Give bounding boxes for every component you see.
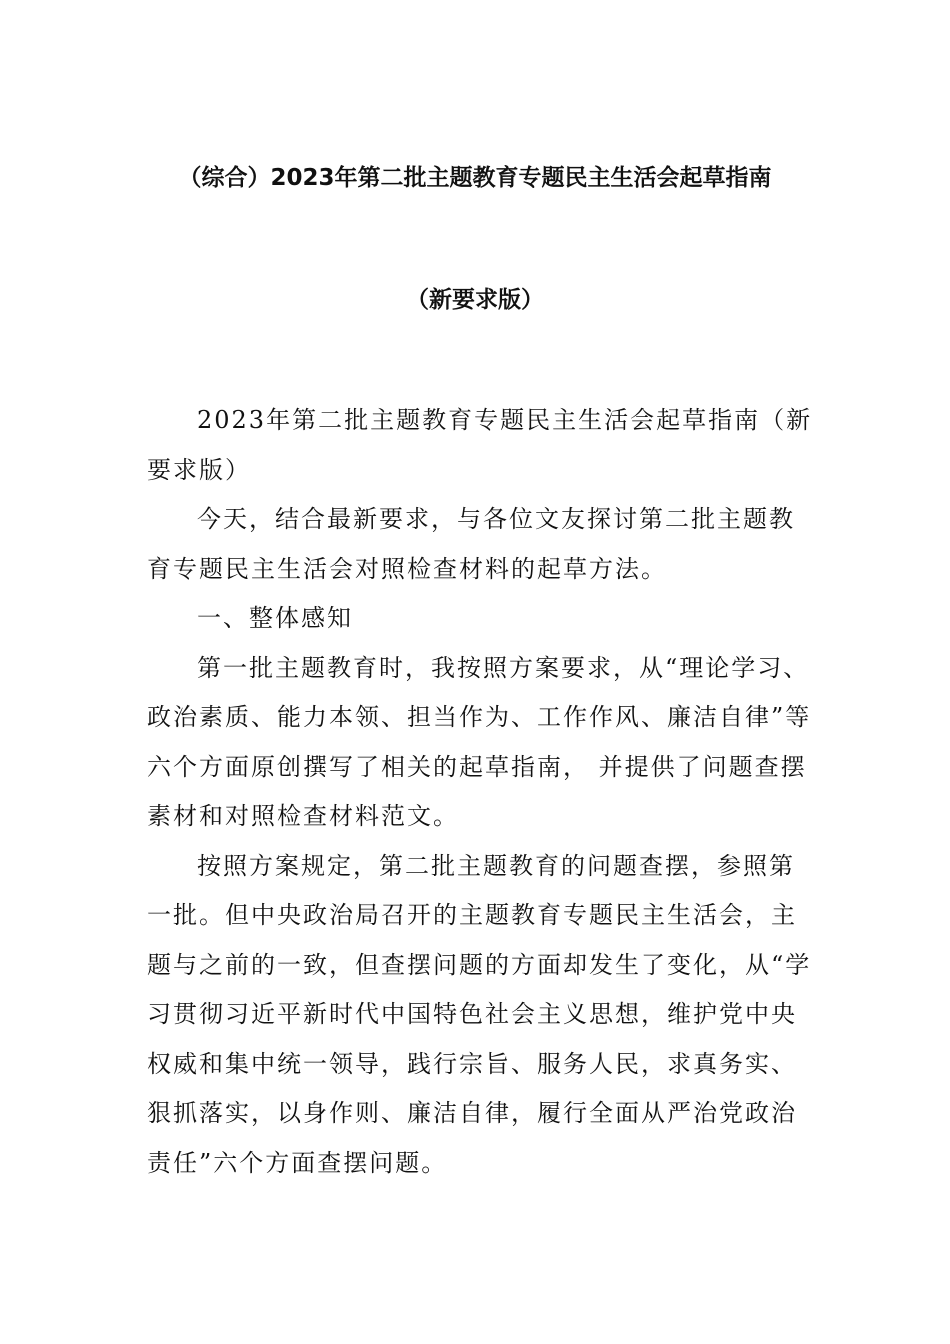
document-body bbox=[147, 396, 813, 1188]
document-subtitle: （新要求版） bbox=[406, 287, 544, 313]
paragraph-first-batch: 第一批主题教育时，我按照方案要求，从“理论学习、政治素质、能力本领、担当作为、工作作风、廉洁自律”等六个方面原创撰写了相关的起草指南， 并提供了问题查摆素材和对照检查材料范文。 bbox=[147, 653, 812, 830]
section-heading-overall-perception: 一、整体感知 bbox=[197, 604, 353, 632]
paragraph-second-batch: 按照方案规定，第二批主题教育的问题查摆，参照第一批。但中央政治局召开的主题教育专题民主生活会，主题与之前的一致，但查摆问题的方面却发生了变化，从“学习贯彻习近平新时代中国特色社会主义思想，维护党中央权威和集中统一领导，践行宗旨、服务人民，求真务实、狠抓落实，以身作则、廉洁自律，履行全面从严治党政治责任”六个方面查摆问题。 bbox=[147, 851, 812, 1177]
document-title: （综合）2023年第二批主题教育专题民主生活会起草指南 bbox=[178, 165, 772, 191]
paragraph-intro: 今天，结合最新要求，与各位文友探讨第二批主题教育专题民主生活会对照检查材料的起草方法。 bbox=[147, 505, 795, 583]
paragraph-heading-repeat: 2023年第二批主题教育专题民主生活会起草指南（新要求版） bbox=[147, 406, 813, 484]
